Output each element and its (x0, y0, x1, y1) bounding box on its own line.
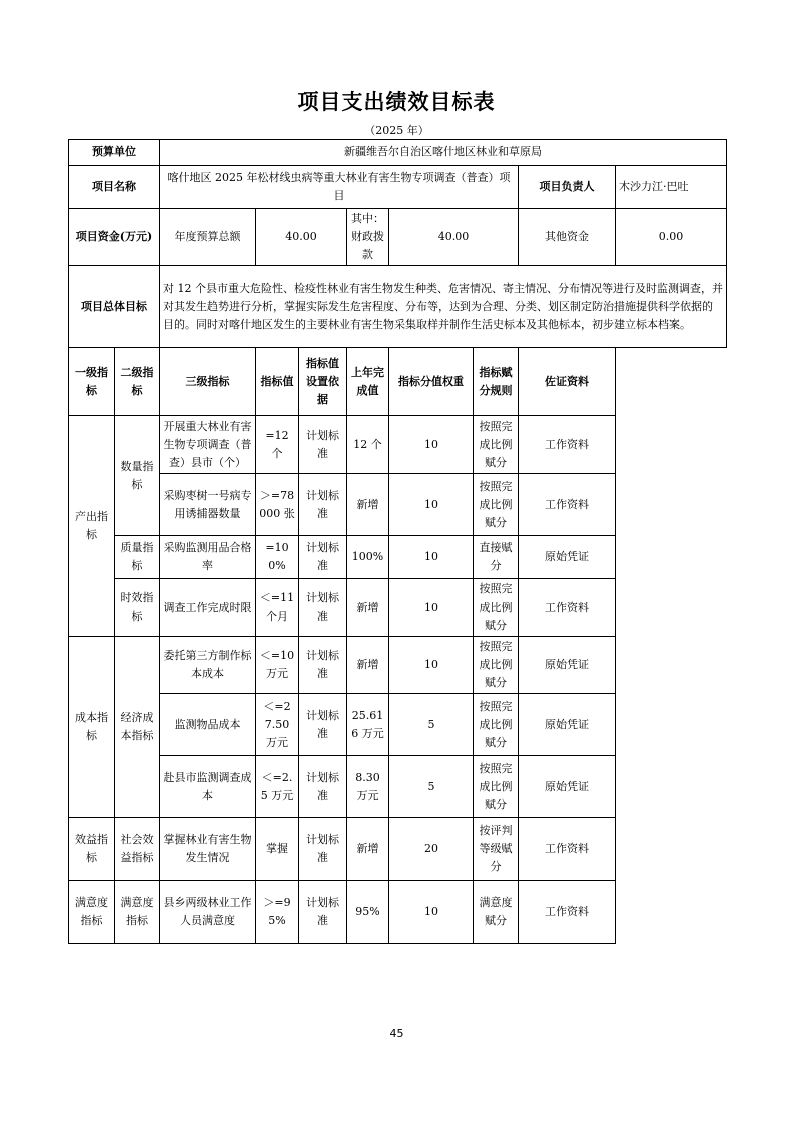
table-row (69, 694, 727, 756)
group-timeliness: 时效指标 (115, 579, 160, 636)
row-weight: 10 (389, 579, 474, 636)
project-leader-label: 项目负责人 (519, 166, 616, 209)
header-level1: 一级指标 (69, 348, 115, 416)
row-rule: 按照完成比例赋分 (474, 579, 519, 636)
header-value: 指标值 (256, 348, 299, 416)
row-evidence: 原始凭证 (519, 756, 616, 818)
group-econ-cost: 经济成本指标 (115, 636, 160, 817)
row-basis: 计划标准 (299, 474, 347, 536)
fiscal-label: 其中：财政拨款 (347, 209, 389, 266)
table-row (69, 756, 727, 818)
group-satisfaction-sub: 满意度指标 (115, 881, 160, 944)
row-basis: 计划标准 (299, 694, 347, 756)
table-row (69, 636, 727, 693)
project-leader-value: 木沙力江·巴吐 (616, 166, 727, 209)
row-value: ＞=95% (256, 881, 299, 944)
row-rule: 直接赋分 (474, 536, 519, 579)
row-rule: 按照完成比例赋分 (474, 416, 519, 474)
year-label: （2025 年） (364, 124, 429, 137)
group-quality: 质量指标 (115, 536, 160, 579)
table-row (69, 579, 727, 636)
budget-unit-value: 新疆维吾尔自治区喀什地区林业和草原局 (160, 140, 727, 166)
row-l3: 县乡两级林业工作人员满意度 (160, 881, 256, 944)
table-row (69, 474, 727, 536)
row-last: 新增 (347, 818, 389, 881)
row-weight: 5 (389, 756, 474, 818)
row-value: ＞=78000 张 (256, 474, 299, 536)
row-weight: 20 (389, 818, 474, 881)
row-value: =12 个 (256, 416, 299, 474)
row-l3: 采购枣树一号病专用诱捕器数量 (160, 474, 256, 536)
header-level2: 二级指标 (115, 348, 160, 416)
annual-budget-label: 年度预算总额 (160, 209, 256, 266)
row-evidence: 工作资料 (519, 579, 616, 636)
row-rule: 按照完成比例赋分 (474, 636, 519, 693)
row-value: =100% (256, 536, 299, 579)
row-last: 12 个 (347, 416, 389, 474)
row-rule: 按照完成比例赋分 (474, 694, 519, 756)
header-rule: 指标赋分规则 (474, 348, 519, 416)
header-weight: 指标分值权重 (389, 348, 474, 416)
row-weight: 10 (389, 416, 474, 474)
row-last: 25.616 万元 (347, 694, 389, 756)
row-rule: 按评判等级赋分 (474, 818, 519, 881)
row-basis: 计划标准 (299, 818, 347, 881)
row-rule: 按照完成比例赋分 (474, 474, 519, 536)
header-last-year: 上年完成值 (347, 348, 389, 416)
row-rule: 满意度赋分 (474, 881, 519, 944)
table-row (69, 536, 727, 579)
row-l3: 赴县市监测调查成本 (160, 756, 256, 818)
table-row (69, 416, 727, 474)
budget-unit-label: 预算单位 (69, 140, 160, 166)
row-evidence: 原始凭证 (519, 536, 616, 579)
row-rule: 按照完成比例赋分 (474, 756, 519, 818)
row-last: 新增 (347, 474, 389, 536)
row-last: 新增 (347, 579, 389, 636)
row-evidence: 原始凭证 (519, 694, 616, 756)
row-last: 8.30 万元 (347, 756, 389, 818)
header-evidence: 佐证资料 (519, 348, 616, 416)
fiscal-value: 40.00 (389, 209, 519, 266)
row-basis: 计划标准 (299, 536, 347, 579)
row-l3: 监测物品成本 (160, 694, 256, 756)
row-evidence: 工作资料 (519, 881, 616, 944)
group-benefit: 效益指标 (69, 818, 115, 881)
group-output: 产出指标 (69, 416, 115, 636)
funds-label: 项目资金(万元) (69, 209, 160, 266)
project-name-value: 喀什地区 2025 年松材线虫病等重大林业有害生物专项调查（普查）项目 (160, 166, 519, 209)
overall-goal-text: 对 12 个县市重大危险性、检疫性林业有害生物发生种类、危害情况、寄主情况、分布情况等进行及时监测调查，并对其发生趋势进行分析，掌握实际发生危害程度、分布等，达到为合理、分类、划区制定防治措施提供科学依据的目的。同时对喀什地区发生的主要林业有害生物采集取样并制作生活史标本及其他标本，初步建立标本档案。 (160, 266, 727, 348)
row-weight: 10 (389, 881, 474, 944)
row-l3: 开展重大林业有害生物专项调查（普查）县市（个） (160, 416, 256, 474)
table-row (69, 881, 727, 944)
group-quantity: 数量指标 (115, 416, 160, 536)
project-name-label: 项目名称 (69, 166, 160, 209)
row-weight: 10 (389, 536, 474, 579)
row-value: 掌握 (256, 818, 299, 881)
row-last: 100% (347, 536, 389, 579)
row-basis: 计划标准 (299, 416, 347, 474)
row-l3: 采购监测用品合格率 (160, 536, 256, 579)
table-row (69, 818, 727, 881)
row-basis: 计划标准 (299, 881, 347, 944)
other-funds-label: 其他资金 (519, 209, 616, 266)
group-social: 社会效益指标 (115, 818, 160, 881)
row-value: ＜=10 万元 (256, 636, 299, 693)
row-evidence: 工作资料 (519, 474, 616, 536)
row-basis: 计划标准 (299, 579, 347, 636)
row-basis: 计划标准 (299, 636, 347, 693)
page-number: 45 (389, 1027, 404, 1040)
row-weight: 10 (389, 636, 474, 693)
page-title: 项目支出绩效目标表 (297, 89, 496, 114)
row-l3: 掌握林业有害生物发生情况 (160, 818, 256, 881)
row-last: 新增 (347, 636, 389, 693)
performance-table (68, 139, 727, 944)
row-weight: 10 (389, 474, 474, 536)
row-basis: 计划标准 (299, 756, 347, 818)
row-value: ＜=11 个月 (256, 579, 299, 636)
row-weight: 5 (389, 694, 474, 756)
row-value: ＜=27.50 万元 (256, 694, 299, 756)
group-satisfaction: 满意度指标 (69, 881, 115, 944)
other-funds-value: 0.00 (616, 209, 727, 266)
row-evidence: 工作资料 (519, 818, 616, 881)
row-l3: 调查工作完成时限 (160, 579, 256, 636)
header-basis: 指标值设置依据 (299, 348, 347, 416)
annual-budget-value: 40.00 (256, 209, 347, 266)
row-evidence: 工作资料 (519, 416, 616, 474)
row-evidence: 原始凭证 (519, 636, 616, 693)
row-l3: 委托第三方制作标本成本 (160, 636, 256, 693)
group-cost: 成本指标 (69, 636, 115, 817)
row-last: 95% (347, 881, 389, 944)
row-value: ＜=2.5 万元 (256, 756, 299, 818)
header-level3: 三级指标 (160, 348, 256, 416)
overall-goal-label: 项目总体目标 (69, 266, 160, 348)
